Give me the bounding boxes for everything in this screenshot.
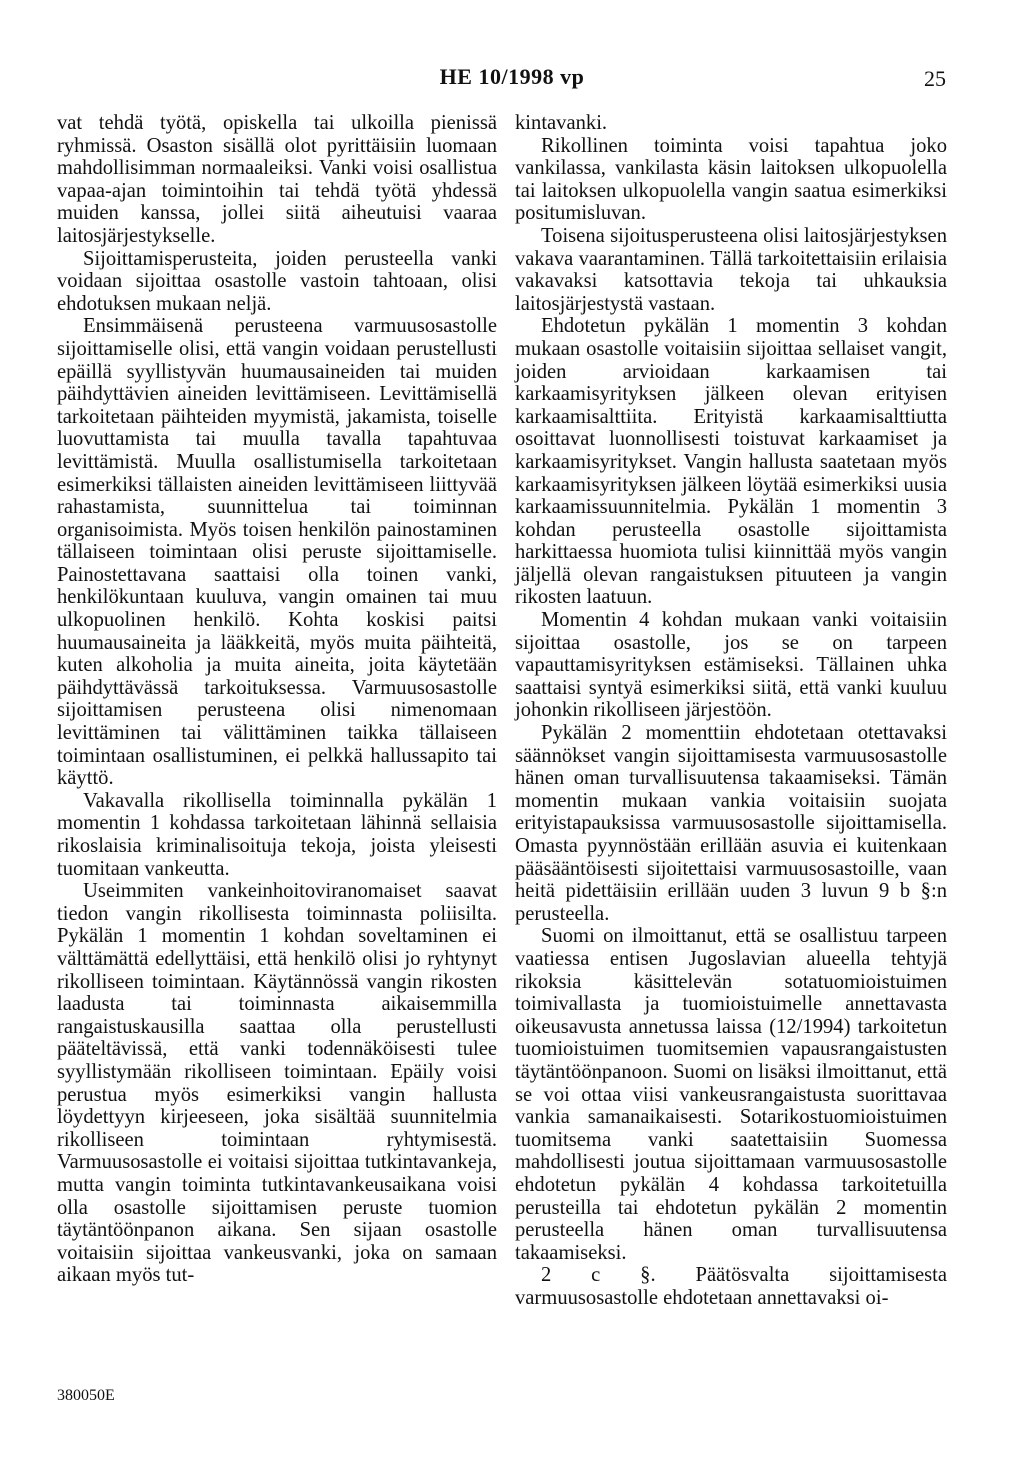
paragraph: vat tehdä työtä, opiskella tai ulkoilla pienissä ryhmissä. Osaston sisällä olot pyrittäisiin luomaan mahdollisimman normaaleiksi. Vanki voisi osallistua vapaa-ajan toimintoihin tai tehdä työtä yhdessä muiden kanssa, jollei siitä aiheutuisi vaaraa laitosjärjestykselle. (57, 112, 497, 247)
paragraph: kintavanki. (515, 112, 608, 134)
paragraph: Suomi on ilmoittanut, että se osallistuu tarpeen vaatiessa entisen Jugoslavian alueella tehtyjä rikoksia käsittelevän sotatuomioistuimen toimivallasta ja tuomioistuimelle annettavasta oikeusavusta annetussa laissa (12/1994) tarkoitetun tuomioistuimen tuomitsemien vapausrangaistusten täytäntöönpanoon. Suomi on lisäksi ilmoittanut, että se voi ottaa viisi vankeusrangaistusta suorittavaa vankia samanaikaisesti. Sotarikostuomioistuimen tuomitsema vanki saatettaisiin Suomessa mahdollisesti joutua sijoittamaan varmuusosastolle ehdotetun pykälän 4 kohdassa tarkoitetuilla perusteilla tai ehdotetun pykälän 2 momentin perusteella hänen oman turvallisuutensa takaamiseksi. (515, 925, 947, 1264)
paragraph: Ensimmäisenä perusteena varmuusosastolle sijoittamiselle olisi, että vangin voidaan perustellusti epäillä syyllistyvän huumausaineiden tai muiden päihdyttävien aineiden levittämiseen. Levittämisellä tarkoitetaan päihteiden myymistä, jakamista, toiselle luovuttamista tai muulla tavalla tapahtuvaa levittämistä. Muulla osallistumisella tarkoitetaan esimerkiksi tällaisten aineiden levittämiseen liittyvää rahastamista, suunnittelua tai toiminnan organisoimista. Myös toisen henkilön painostaminen tällaiseen toimintaan olisi peruste sijoittamiselle. Painostettavana saattaisi olla toinen vanki, henkilökuntaan kuuluva, vangin omainen tai muu ulkopuolinen henkilö. Kohta koskisi paitsi huumausaineita ja lääkkeitä, myös muita päihteitä, kuten alkoholia ja muita aineita, joita käytetään päihdyttävässä tarkoituksessa. Varmuusosastolle sijoittamisen perusteena olisi nimenomaan levittäminen tai välittäminen taikka tällaiseen toimintaan osallistuminen, ei pelkkä hallussapito tai käyttö. (57, 315, 497, 790)
paragraph: Pykälän 2 momenttiin ehdotetaan otettavaksi säännökset vangin sijoittamisesta varmuusosastolle hänen oman turvallisuutensa takaamiseksi. Tämän momentin mukaan vankia voitaisiin suojata erityistapauksissa varmuusosastolle sijoittamisella. Omasta pyynnöstään erillään asuvia ei kuitenkaan pääsääntöisesti sijoitettaisi varmuusosastoille, vaan heitä pidettäisiin erillään uuden 3 luvun 9 b §:n perusteella. (515, 722, 947, 925)
paragraph: Rikollinen toiminta voisi tapahtua joko vankilassa, vankilasta käsin laitoksen ulkopuolella tai laitoksen ulkopuolella vangin saatua esimerkiksi positumisluvan. (515, 134, 947, 225)
paragraph: Vakavalla rikollisella toiminnalla pykälän 1 momentin 1 kohdassa tarkoitetaan lähinnä sellaisia rikoslaisia kriminalisoituja tekoja, joista yleisesti tuomitaan vankeutta. (57, 789, 497, 880)
paragraph: Sijoittamisperusteita, joiden perusteella vanki voidaan sijoittaa osastolle vastoin tahtoaan, olisi ehdotuksen mukaan neljä. (57, 247, 497, 315)
paragraph: 2 c §. Päätösvalta sijoittamisesta varmuusosastolle ehdotetaan annettavaksi oi- (515, 1264, 947, 1309)
page-number: 25 (924, 66, 946, 91)
paragraph: Toisena sijoitusperusteena olisi laitosjärjestyksen vakava vaarantaminen. Tällä tarkoitettaisiin erilaisia vakavaksi katsottavia tekoja tai uhkauksia laitosjärjestystä vastaan. (515, 224, 947, 315)
document-code: 380050E (57, 1387, 115, 1404)
paragraph: Useimmiten vankeinhoitoviranomaiset saavat tiedon vangin rikollisesta toiminnasta poliisilta. Pykälän 1 momentin 1 kohdan soveltaminen ei välttämättä edellyttäisi, että henkilö olisi jo ryhtynyt rikolliseen toimintaan. Käytännössä vangin rikosten laadusta tai toiminnasta aikaisemmilla rangaistuskausilla saattaa olla perustellusti pääteltävissä, että vanki todennäköisesti tulee syyllistymään rikolliseen toimintaan. Epäily voisi perustua myös esimerkiksi vangin hallusta löydettyyn kirjeeseen, joka sisältää suunnitelmia rikolliseen toimintaan ryhtymisestä. Varmuusosastolle ei voitaisi sijoittaa tutkintavankeja, mutta vangin toiminta tutkintavankeusaikana voisi olla osastolle sijoittamisen peruste tuomion täytäntöönpanon aikana. Sen sijaan osastolle voitaisiin sijoittaa vankeusvanki, joka on samaan aikaan myös tut- (57, 880, 497, 1287)
paragraph: Ehdotetun pykälän 1 momentin 3 kohdan mukaan osastolle voitaisiin sijoittaa sellaiset vangit, joiden arvioidaan karkaamisen tai karkaamisyrityksen jälkeen olevan erityisen karkaamisalttiita. Erityistä karkaamisalttiutta osoittavat luonnollisesti toistuvat karkaamiset ja karkaamisyritykset. Vangin hallusta saatetaan myös karkaamisyrityksen jälkeen löytää esimerkiksi uusia karkaamissuunnitelmia. Pykälän 1 momentin 3 kohdan perusteella osastolle sijoittamista harkittaessa huomiota tulisi kiinnittää myös vangin jäljellä olevan rangaistuksen pituuteen ja vangin rikosten laatuun. (515, 315, 947, 609)
page-header-title: HE 10/1998 vp (439, 64, 585, 89)
left-text-column (57, 112, 497, 1287)
paragraph: Momentin 4 kohdan mukaan vanki voitaisiin sijoittaa osastolle, jos se on tarpeen vapauttamisyrityksen estämiseksi. Tällainen uhka saattaisi syntyä esimerkiksi siitä, että vanki kuuluu johonkin rikolliseen järjestöön. (515, 609, 947, 722)
right-text-column (515, 112, 947, 1309)
